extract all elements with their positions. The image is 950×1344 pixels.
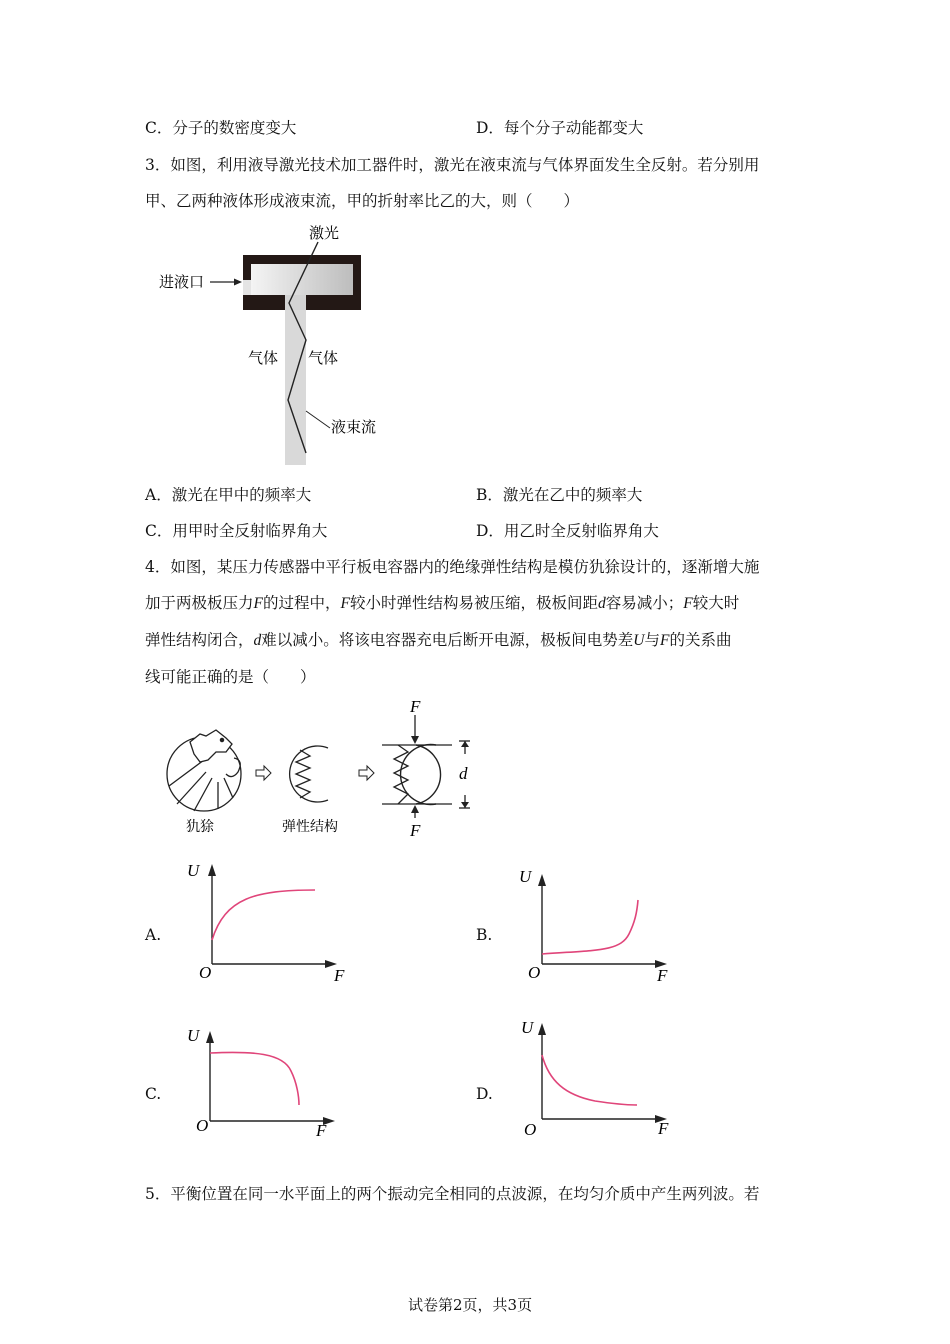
graph-c-curve (210, 1052, 299, 1105)
label-gas-left: 气体 (248, 349, 279, 367)
label-stream: 液束流 (331, 418, 377, 436)
graph-b-letter: B. (476, 926, 493, 944)
q3-stem-line1: 3．如图，利用液导激光技术加工器件时，激光在液束流与气体界面发生全反射。若分别用 (145, 156, 760, 174)
graph-c-y-label: U (187, 1026, 200, 1045)
graph-c-origin: O (196, 1116, 209, 1135)
graph-c-x-label: F (316, 1121, 327, 1140)
graph-c (183, 1023, 353, 1148)
q5-stem-line1: 5．平衡位置在同一水平面上的两个振动完全相同的点波源，在均匀介质中产生两列波。若 (145, 1185, 760, 1203)
q4-stem-line4: 线可能正确的是（ ） (145, 668, 316, 686)
label-elastic: 弹性结构 (282, 819, 338, 835)
graph-b-origin: O (528, 963, 541, 982)
q3-liquid-jet-figure (150, 218, 390, 470)
q4-stem-line3: 弹性结构闭合，d难以减小。将该电容器充电后断开电源，极板间电势差U与F的关系曲 (145, 631, 732, 649)
graph-d-x-label: F (658, 1119, 669, 1138)
label-d: d (459, 764, 468, 783)
graph-d-letter: D. (476, 1085, 493, 1103)
graph-b-curve (542, 900, 638, 954)
graph-d-origin: O (524, 1120, 537, 1139)
q4-stem-line1: 4．如图，某压力传感器中平行板电容器内的绝缘弹性结构是模仿犰狳设计的，逐渐增大施 (145, 558, 760, 576)
graph-a-origin: O (199, 963, 212, 982)
q4-stem-line2: 加于两极板压力F的过程中，F较小时弹性结构易被压缩，极板间距d容易减小；F较大时 (145, 594, 740, 612)
graph-d-curve (542, 1055, 637, 1105)
label-F-top: F (410, 697, 421, 716)
q4-armadillo-figure (160, 697, 480, 840)
q3-option-d: D．用乙时全反射临界角大 (476, 522, 659, 540)
q3-option-b: B．激光在乙中的频率大 (476, 486, 643, 504)
capacitor-structure (382, 715, 470, 818)
label-F-bottom: F (410, 821, 421, 840)
graph-a (185, 858, 355, 988)
label-gas-right: 气体 (308, 349, 339, 367)
graph-d-y-label: U (521, 1018, 534, 1037)
armadillo-icon (167, 730, 241, 811)
label-inlet: 进液口 (159, 273, 205, 291)
elastic-structure-open (290, 746, 328, 802)
q2-option-d: D．每个分子动能都变大 (476, 119, 644, 137)
graph-a-letter: A. (145, 926, 162, 944)
graph-a-x-label: F (334, 966, 345, 985)
graph-c-letter: C. (145, 1085, 162, 1103)
graph-b (515, 866, 685, 991)
graph-a-curve (212, 890, 315, 940)
label-laser: 激光 (309, 224, 340, 242)
graph-a-y-label: U (187, 861, 200, 880)
q3-option-c: C．用甲时全反射临界角大 (145, 522, 328, 540)
q3-option-a: A．激光在甲中的频率大 (145, 486, 312, 504)
page-footer: 试卷第2页，共3页 (408, 1296, 533, 1314)
graph-b-x-label: F (657, 966, 668, 985)
graph-b-y-label: U (519, 867, 532, 886)
label-armadillo: 犰狳 (186, 819, 214, 835)
graph-d (515, 1015, 685, 1145)
q3-stem-line2: 甲、乙两种液体形成液束流，甲的折射率比乙的大，则（ ） (145, 192, 580, 210)
q2-option-c: C．分子的数密度变大 (145, 119, 297, 137)
